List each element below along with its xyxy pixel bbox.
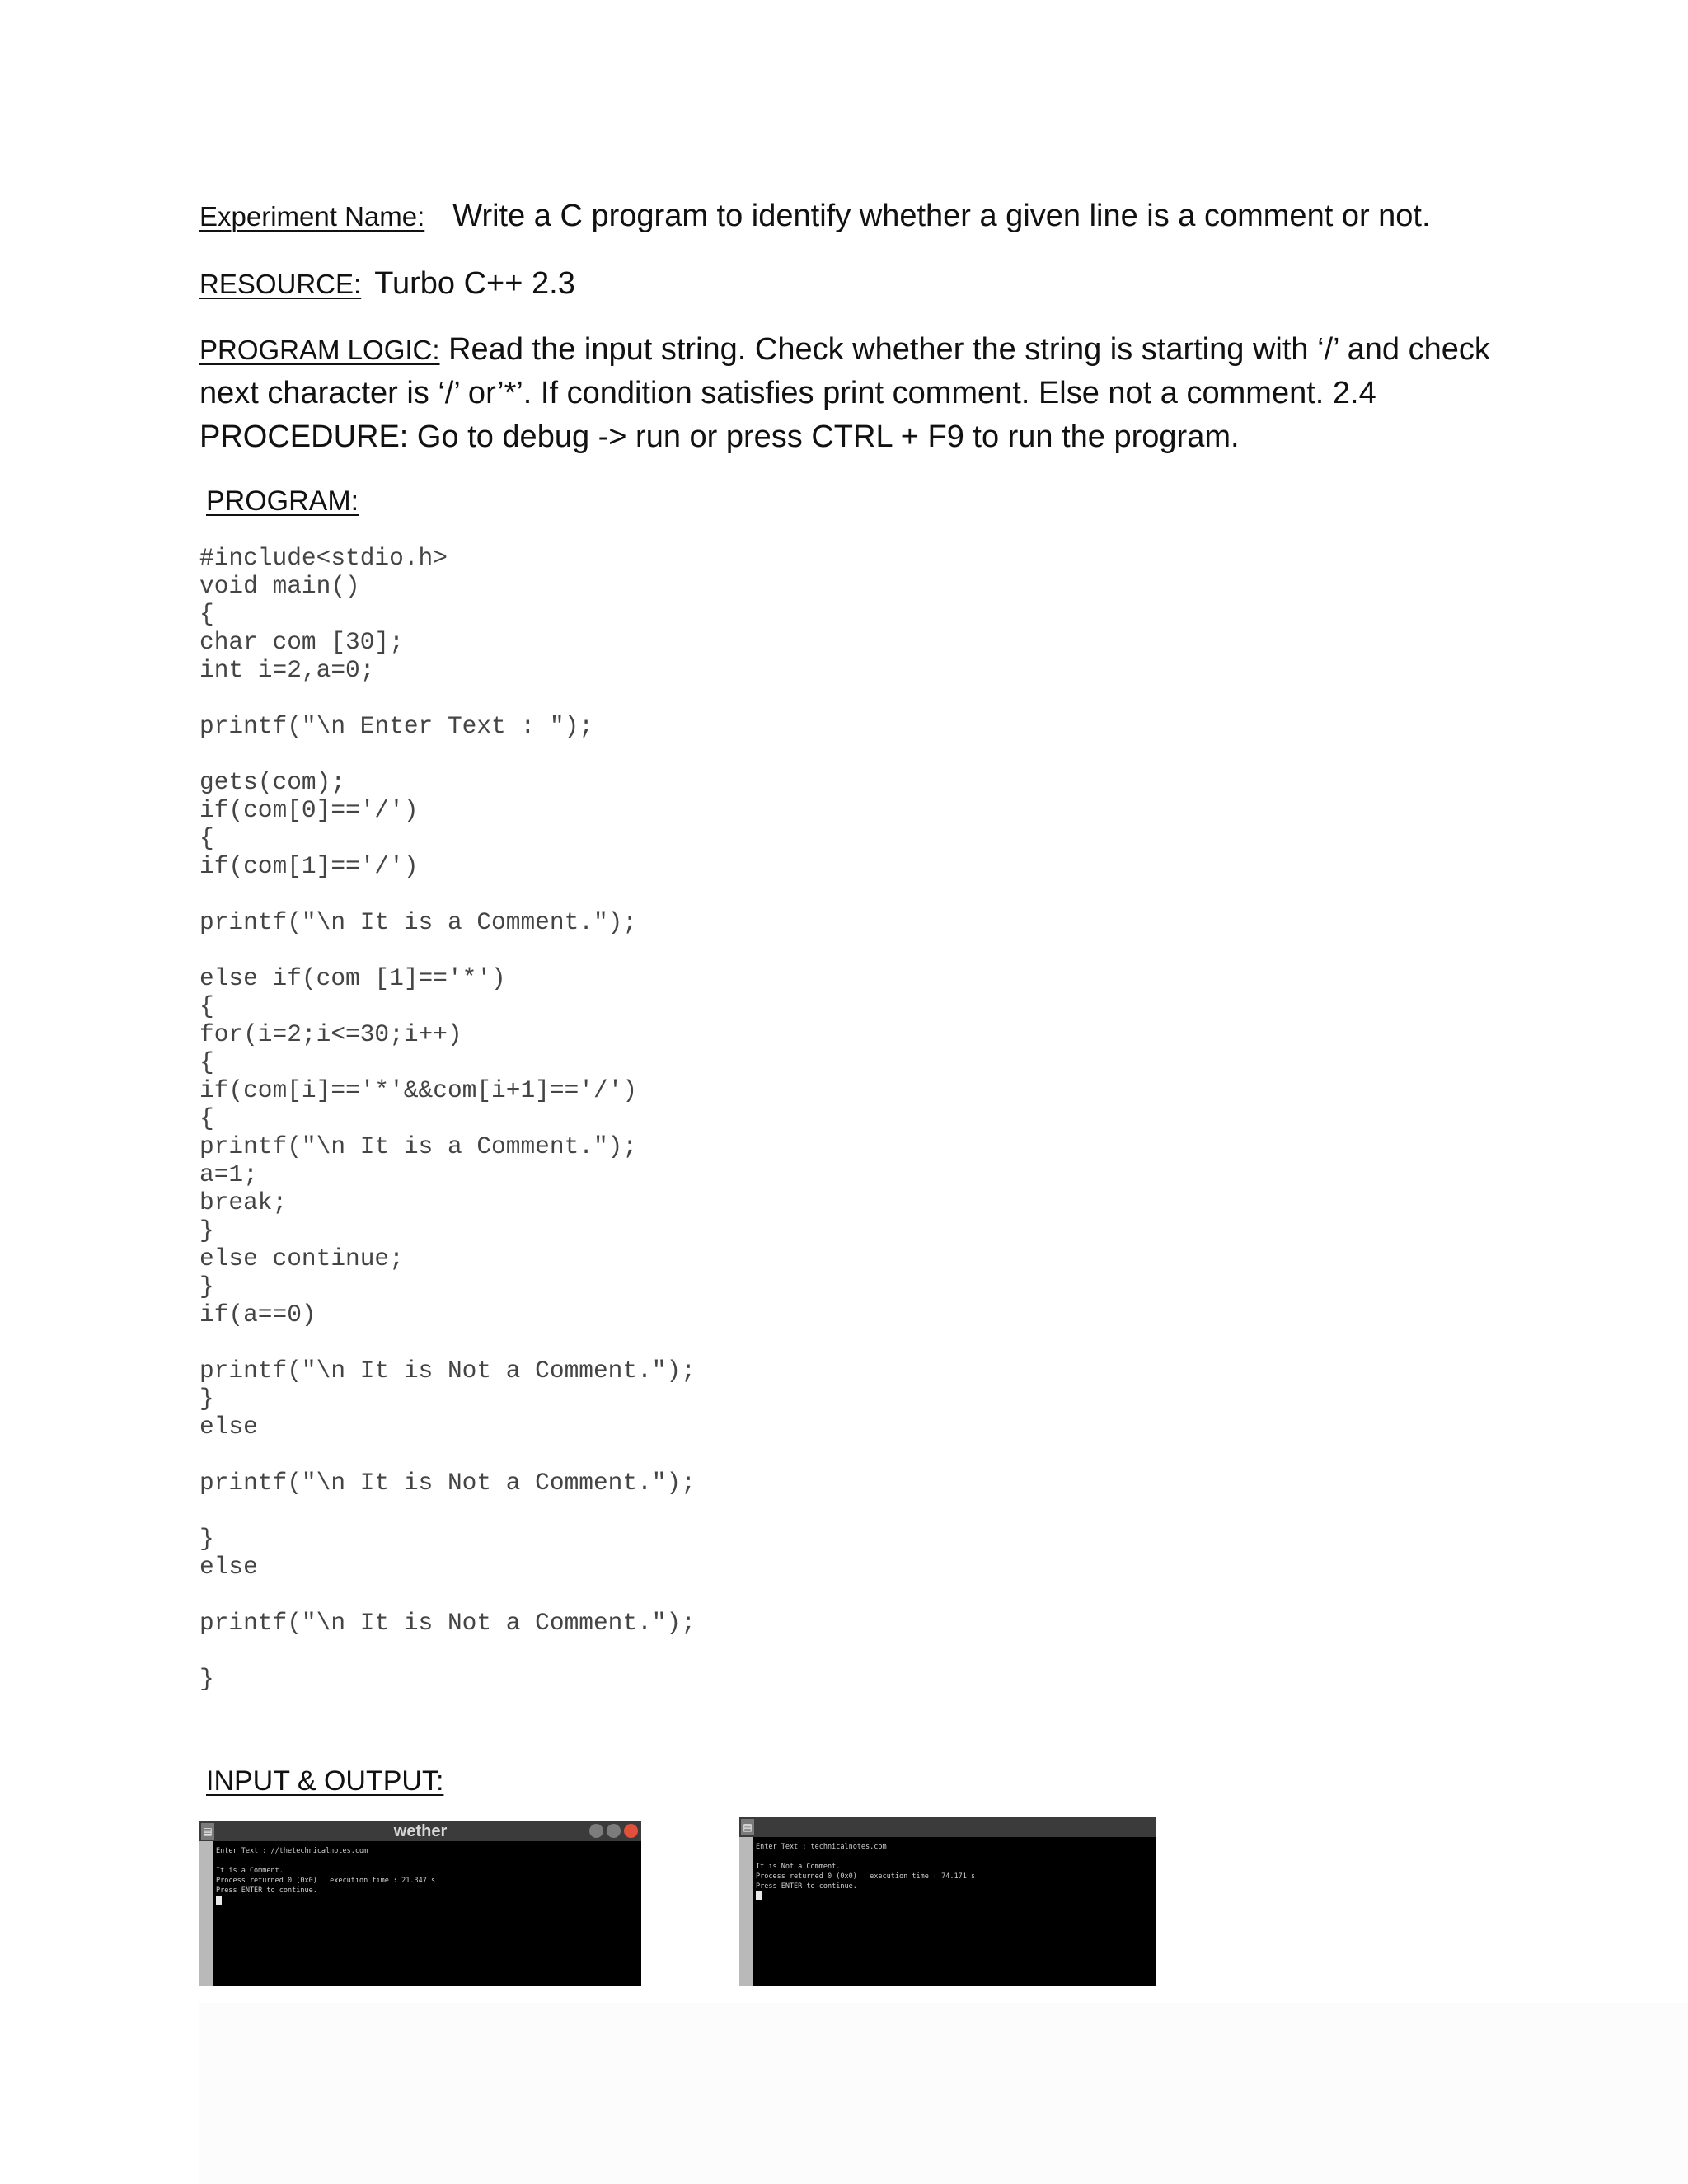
- cursor-icon: [756, 1891, 762, 1900]
- terminal-title: wether: [393, 1822, 448, 1840]
- program-logic-line-1: [199, 328, 1490, 372]
- code-line: {: [199, 1104, 214, 1132]
- code-line: int i=2,a=0;: [199, 656, 375, 684]
- code-line: [199, 1581, 696, 1609]
- code-line: printf("\n It is Not a Comment.");: [199, 1609, 696, 1637]
- program-logic: [199, 328, 1490, 459]
- program-logic-line-2: next character is ‘/’ or’*’. If condition satisfies print comment. Else not a comment. 2.4: [199, 376, 1376, 410]
- terminal-scrollbar: [739, 1837, 753, 1986]
- code-line: [199, 684, 696, 712]
- program-logic-label: PROGRAM LOGIC:: [199, 335, 440, 365]
- terminal-line: [756, 1852, 1151, 1862]
- terminal-line: [216, 1856, 636, 1866]
- terminal-app-icon: ▤: [201, 1823, 214, 1840]
- terminal-line: Press ENTER to continue.: [216, 1886, 317, 1895]
- code-line: [199, 1441, 696, 1469]
- code-line: }: [199, 1216, 214, 1244]
- code-line: if(com[0]=='/'): [199, 796, 419, 824]
- code-line: void main(): [199, 572, 360, 600]
- code-line: for(i=2;i<=30;i++): [199, 1020, 462, 1048]
- terminal-text: [216, 1846, 636, 1905]
- code-line: printf("\n Enter Text : ");: [199, 712, 593, 740]
- minimize-icon: [589, 1824, 603, 1838]
- terminal-cursor-line: [756, 1891, 1151, 1901]
- code-line: printf("\n It is a Comment.");: [199, 1132, 638, 1160]
- resource-line: [199, 262, 575, 306]
- code-line: if(com[1]=='/'): [199, 852, 419, 880]
- code-line: else continue;: [199, 1244, 404, 1272]
- program-logic-text-1: Read the input string. Check whether the string is starting with ‘/’ and check: [448, 332, 1490, 367]
- terminal-titlebar: [739, 1817, 1156, 1837]
- code-line: }: [199, 1525, 214, 1553]
- resource-text: Turbo C++ 2.3: [374, 266, 575, 301]
- terminal-output-1: [199, 1821, 641, 1986]
- code-line: }: [199, 1385, 214, 1413]
- code-line: printf("\n It is a Comment.");: [199, 908, 638, 936]
- code-line: {: [199, 992, 214, 1020]
- experiment-line: [199, 194, 1431, 238]
- code-line: [199, 1637, 696, 1665]
- code-line: a=1;: [199, 1160, 258, 1188]
- terminal-line: Enter Text : //thetechnicalnotes.com: [216, 1847, 368, 1855]
- code-line: printf("\n It is Not a Comment.");: [199, 1357, 696, 1385]
- code-line: if(com[i]=='*'&&com[i+1]=='/'): [199, 1076, 638, 1104]
- program-heading: PROGRAM:: [206, 485, 359, 517]
- code-line: [199, 1497, 696, 1525]
- experiment-text: Write a C program to identify whether a given line is a comment or not.: [452, 199, 1431, 233]
- code-line: [199, 740, 696, 768]
- code-line: gets(com);: [199, 768, 346, 796]
- page-shading: [199, 2003, 1688, 2184]
- code-line: char com [30];: [199, 628, 404, 656]
- terminal-cursor-line: [216, 1896, 636, 1905]
- resource-label: RESOURCE:: [199, 269, 362, 299]
- terminal-line: Process returned 0 (0x0) execution time : 21.347 s: [216, 1877, 436, 1885]
- terminal-line: Press ENTER to continue.: [756, 1882, 857, 1891]
- terminal-text: [756, 1842, 1151, 1901]
- code-line: {: [199, 824, 214, 852]
- terminal-line: Process returned 0 (0x0) execution time : 74.171 s: [756, 1872, 976, 1881]
- code-line: [199, 880, 696, 908]
- code-line: [199, 1329, 696, 1357]
- terminal-line: Enter Text : technicalnotes.com: [756, 1843, 887, 1851]
- close-icon: [624, 1824, 638, 1838]
- code-line: #include<stdio.h>: [199, 544, 448, 572]
- code-line: }: [199, 1665, 214, 1693]
- terminal-scrollbar: [199, 1841, 213, 1986]
- terminal-titlebar: [199, 1821, 641, 1841]
- program-logic-line-3: PROCEDURE: Go to debug -> run or press CTRL + F9 to run the program.: [199, 419, 1240, 454]
- terminal-app-icon: ▤: [741, 1819, 754, 1835]
- code-line: break;: [199, 1188, 288, 1216]
- code-line: }: [199, 1272, 214, 1301]
- terminal-output-2: [739, 1817, 1156, 1986]
- terminal-line: It is a Comment.: [216, 1867, 284, 1875]
- code-line: [199, 936, 696, 964]
- terminal-line: It is Not a Comment.: [756, 1863, 841, 1871]
- code-line: printf("\n It is Not a Comment.");: [199, 1469, 696, 1497]
- code-line: {: [199, 600, 214, 628]
- code-line: else if(com [1]=='*'): [199, 964, 506, 992]
- code-line: else: [199, 1553, 258, 1581]
- code-line: {: [199, 1048, 214, 1076]
- cursor-icon: [216, 1896, 222, 1905]
- io-heading: INPUT & OUTPUT:: [206, 1765, 444, 1797]
- maximize-icon: [607, 1824, 621, 1838]
- code-line: else: [199, 1413, 258, 1441]
- experiment-label: Experiment Name:: [199, 201, 425, 232]
- code-line: if(a==0): [199, 1301, 316, 1329]
- window-controls: [589, 1824, 638, 1838]
- program-code: [199, 544, 696, 1693]
